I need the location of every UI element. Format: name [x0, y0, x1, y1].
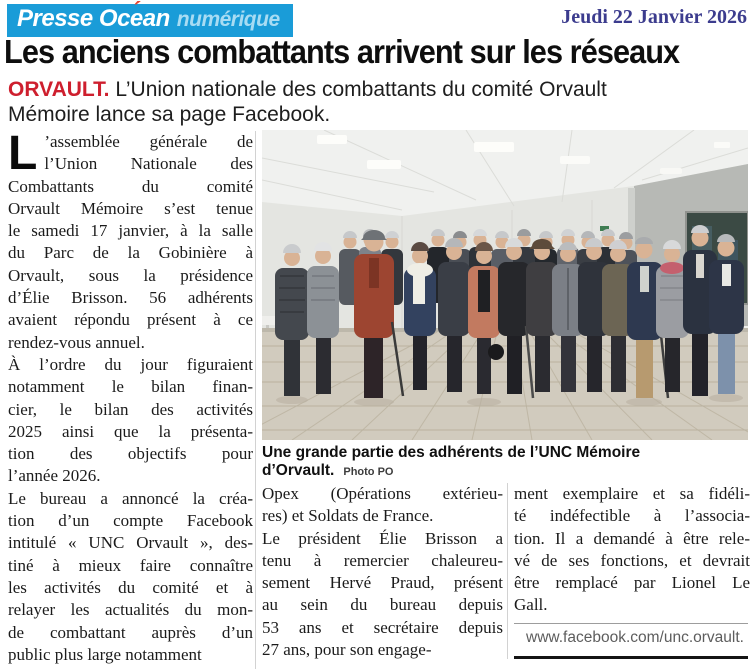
body-text-line: tion des objectifs pour	[8, 444, 253, 464]
article-column-left	[8, 127, 253, 666]
body-text-line: de combattant auprès d’un	[8, 622, 253, 642]
body-text-line: relayer les actualités du mon-	[8, 600, 253, 620]
logo-accent-letter: e ´	[130, 5, 143, 32]
photo-credit: Photo PO	[343, 466, 394, 478]
body-text-line: tion. Il a demandé à être rele-	[514, 528, 750, 548]
column-divider-right	[507, 483, 508, 659]
body-text-line: les activités du comité et à	[8, 577, 253, 597]
body-text-line: Orvault Mémoire s’est tenue	[8, 198, 253, 218]
body-text-line: du Parc de la Gobinière à	[8, 243, 253, 263]
group-photo-illustration	[262, 130, 748, 440]
body-text-line: ment exemplaire et sa fidéli-	[514, 484, 750, 503]
footer-rule-thick	[514, 656, 748, 659]
location-label: ORVAULT.	[8, 78, 110, 101]
body-text-line: tion d’un compte Facebook	[8, 511, 253, 531]
body-text-line: notamment le bilan finan-	[8, 377, 253, 397]
standfirst-line2: Mémoire lance sa page Facebook.	[8, 103, 331, 126]
article-column-middle	[262, 483, 503, 661]
article-standfirst	[8, 77, 728, 127]
body-text-line: public plus large notamment	[8, 644, 202, 664]
body-text-line: ’assemblée générale de	[44, 132, 253, 151]
article-headline: Les anciens combattants arrivent sur les réseaux	[4, 33, 680, 70]
body-text-line: avaient répondu présent à ce	[8, 310, 253, 330]
body-text-line: l’année 2026.	[8, 466, 101, 486]
facebook-url-link[interactable]: www.facebook.com/unc.orvault.	[526, 629, 744, 646]
body-text-line: 2025 ainsi que la présenta-	[8, 421, 253, 441]
body-text-line: rendez-vous annuel.	[8, 332, 145, 352]
body-text-line: intitulé « UNC Orvault », des-	[8, 533, 253, 553]
standfirst-line1: L’Union nationale des combattants du comité Orvault	[109, 78, 607, 101]
logo-numerique-label: numérique	[176, 8, 280, 31]
logo-text-pre: Presse Oc	[17, 5, 130, 32]
body-text-line: être remplacé par Lionel Le	[514, 573, 750, 593]
body-text-line: Le bureau a annoncé la créa-	[8, 488, 253, 508]
photo-caption	[262, 444, 748, 480]
article-column-right	[514, 483, 750, 617]
body-text-line: res) et Soldats de France.	[262, 506, 434, 526]
logo-text-post: an	[142, 5, 170, 32]
body-text-line: té indéfectible à l’associa-	[514, 506, 750, 526]
body-text-line: Le président Élie Brisson a	[262, 528, 503, 548]
column-divider-left	[255, 131, 256, 669]
body-text-line: vé de ses fonctions, et devrait	[514, 550, 750, 570]
footer-rule-thin	[514, 623, 748, 624]
group-photo	[262, 130, 748, 440]
body-text-line: sement Hervé Praud, présent	[262, 573, 503, 593]
caption-text: Une grande partie des adhérents de l’UNC Mémoire d’Orvault.	[262, 444, 641, 479]
body-text-line: 27 ans, pour son engage-	[262, 640, 432, 660]
body-text-line: d’Élie Brisson. 56 adhérents	[8, 288, 253, 308]
body-text-line: au sein du bureau depuis	[262, 595, 503, 615]
body-text-line: tenu à remercier chaleureu-	[262, 550, 503, 570]
body-text-line: 53 ans et secrétaire depuis	[262, 617, 503, 637]
body-text-line: Combattants du comité	[8, 176, 253, 196]
body-text-line: Opex (Opérations extérieu-	[262, 484, 503, 503]
body-text-line: À l’ordre du jour figuraient	[8, 354, 253, 374]
body-text-line: le samedi 17 janvier, à la salle	[8, 221, 253, 241]
body-text-line: cier, le bilan des activités	[8, 399, 253, 419]
drop-cap: L	[8, 127, 38, 180]
body-text-line: Gall.	[514, 595, 548, 615]
body-text-line: l’Union Nationale des	[44, 154, 253, 174]
body-text-line: tiné à mieux faire connaître	[8, 555, 253, 575]
edition-date: Jeudi 22 Janvier 2026	[561, 6, 747, 28]
body-text-line: Orvault, sous la présidence	[8, 265, 253, 285]
